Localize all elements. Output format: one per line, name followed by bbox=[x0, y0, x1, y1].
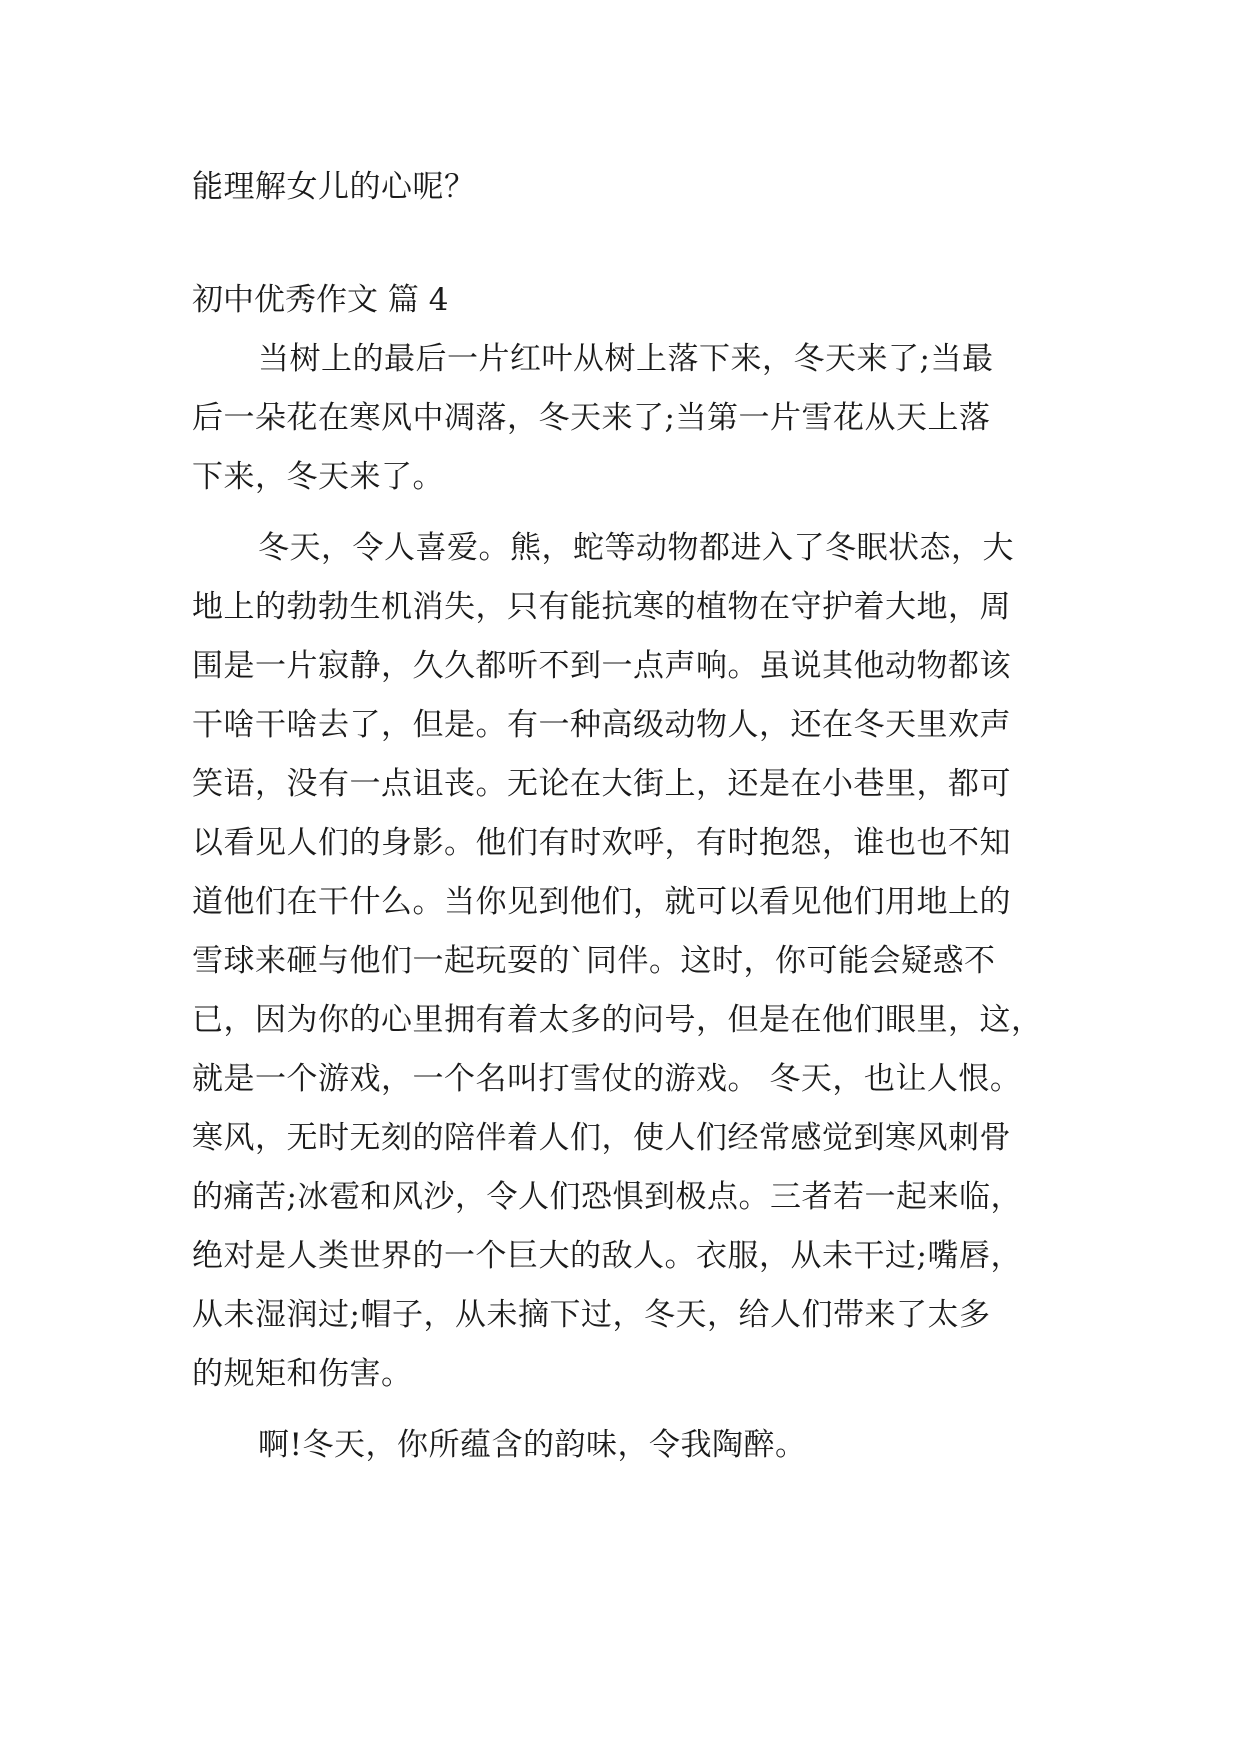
paragraph-line: 雪球来砸与他们一起玩耍的`同伴。这时，你可能会疑惑不 bbox=[192, 943, 996, 979]
paragraph-1 bbox=[192, 330, 1052, 507]
paragraph-line: 从未湿润过;帽子，从未摘下过，冬天，给人们带来了太多 bbox=[192, 1297, 991, 1333]
paragraph-3 bbox=[192, 1416, 1052, 1475]
paragraph-line: 笑语，没有一点诅丧。无论在大街上，还是在小巷里，都可 bbox=[192, 766, 1011, 802]
paragraph-line: 已，因为你的心里拥有着太多的问号，但是在他们眼里，这， bbox=[192, 1002, 1043, 1038]
paragraph-line: 的痛苦;冰雹和风沙，令人们恐惧到极点。三者若一起来临， bbox=[192, 1179, 1022, 1215]
document-body bbox=[192, 158, 1052, 1475]
paragraph-line: 寒风，无时无刻的陪伴着人们，使人们经常感觉到寒风刺骨 bbox=[192, 1120, 1011, 1156]
paragraph-line: 绝对是人类世界的一个巨大的敌人。衣服，从未干过;嘴唇， bbox=[192, 1238, 1022, 1274]
paragraph-line: 冬天，令人喜爱。熊，蛇等动物都进入了冬眠状态，大 bbox=[258, 530, 1014, 566]
paragraph-line: 道他们在干什么。当你见到他们，就可以看见他们用地上的 bbox=[192, 884, 1011, 920]
paragraph-line: 当树上的最后一片红叶从树上落下来，冬天来了;当最 bbox=[258, 341, 994, 377]
continuation-line: 能理解女儿的心呢？ bbox=[192, 169, 476, 205]
paragraph-line: 后一朵花在寒风中凋落，冬天来了;当第一片雪花从天上落 bbox=[192, 400, 991, 436]
paragraph-line: 的规矩和伤害。 bbox=[192, 1356, 413, 1392]
paragraph-line: 围是一片寂静，久久都听不到一点声响。虽说其他动物都该 bbox=[192, 648, 1011, 684]
paragraph-line: 以看见人们的身影。他们有时欢呼，有时抱怨，谁也也不知 bbox=[192, 825, 1011, 861]
paragraph-line: 干啥干啥去了，但是。有一种高级动物人，还在冬天里欢声 bbox=[192, 707, 1011, 743]
paragraph-line: 下来，冬天来了。 bbox=[192, 459, 444, 495]
paragraph-line: 啊!冬天，你所蕴含的韵味，令我陶醉。 bbox=[258, 1427, 807, 1463]
section-heading: 初中优秀作文 篇 4 bbox=[192, 282, 449, 318]
paragraph-line: 就是一个游戏，一个名叫打雪仗的游戏。 冬天，也让人恨。 bbox=[192, 1061, 1022, 1097]
paragraph-2 bbox=[192, 519, 1052, 1404]
paragraph-line: 地上的勃勃生机消失，只有能抗寒的植物在守护着大地，周 bbox=[192, 589, 1011, 625]
